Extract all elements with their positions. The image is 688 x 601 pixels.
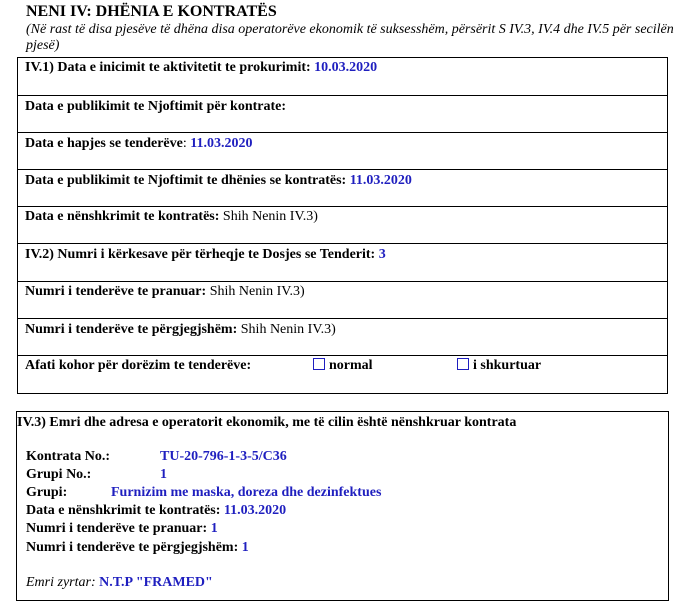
company-name-label: Emri zyrtar: [26, 575, 96, 590]
row-initiation-date [18, 58, 667, 96]
row-label: Data e nënshkrimit te kontratës: [25, 209, 220, 224]
section-note: (Në rast të disa pjesëve të dhëna disa operatorëve ekonomik të suksesshëm, përsërit S IV.3, IV.4 dhe IV.5 për secilën pjesë) [26, 22, 674, 53]
group-no-label: Grupi No.: [26, 467, 92, 482]
responsive-tenders-value: 1 [241, 540, 249, 555]
row-value: 10.03.2020 [314, 60, 378, 75]
section-4-3-title: IV.3) Emri dhe adresa e operatorit ekonomik, me të cilin është nënshkruar kontrata [17, 415, 517, 430]
option-label: i shkurtuar [473, 358, 542, 373]
row-accepted-tenders [18, 282, 667, 319]
row-label: IV.1) Data e inicimit te aktivitetit te prokurimit: [25, 60, 311, 75]
group-value: Furnizim me maska, doreza dhe dezinfektues [111, 485, 382, 500]
row-value: 3 [378, 247, 386, 262]
row-award-notice-date [18, 170, 667, 207]
row-dossier-requests [18, 244, 667, 282]
row-separator: : [182, 136, 187, 151]
row-value: 11.03.2020 [349, 173, 412, 188]
row-signing-date [18, 207, 667, 244]
option-short[interactable] [457, 358, 541, 374]
signing-date-value: 11.03.2020 [223, 503, 287, 518]
section-title: NENI IV: DHËNIA E KONTRATËS [26, 3, 277, 20]
row-label: Numri i tenderëve te pranuar: [25, 284, 207, 299]
option-normal[interactable] [313, 358, 373, 374]
contract-no-label: Kontrata No.: [26, 449, 110, 464]
accepted-tenders-label: Numri i tenderëve te pranuar: [26, 521, 208, 536]
row-value: Shih Nenin IV.3) [209, 284, 305, 299]
signing-date-label: Data e nënshkrimit te kontratës: [26, 503, 221, 518]
row-label: IV.2) Numri i kërkesave për tërheqje te Dosjes se Tenderit: [25, 247, 376, 262]
row-label: Afati kohor për dorëzim te tenderëve: [25, 358, 252, 373]
option-label: normal [329, 358, 373, 373]
row-deadline [18, 356, 667, 395]
row-value: 11.03.2020 [190, 136, 253, 151]
accepted-tenders [26, 521, 218, 537]
company-name-value: N.T.P "FRAMED" [99, 575, 213, 590]
row-label: Numri i tenderëve te përgjegjshëm: [25, 322, 238, 337]
responsive-tenders-label: Numri i tenderëve te përgjegjshëm: [26, 540, 239, 555]
accepted-tenders-value: 1 [210, 521, 218, 536]
checkbox-icon[interactable] [313, 358, 325, 370]
row-value: Shih Nenin IV.3) [222, 209, 318, 224]
signing-date [26, 503, 286, 519]
checkbox-icon[interactable] [457, 358, 469, 370]
row-opening-date [18, 133, 667, 170]
section-4-table [17, 57, 668, 394]
company-name [26, 575, 213, 591]
row-label: Data e publikimit te Njoftimit te dhënies se kontratës: [25, 173, 347, 188]
group-label: Grupi: [26, 485, 68, 500]
group-no-value: 1 [160, 467, 167, 482]
section-4-3-box [16, 411, 669, 601]
row-responsive-tenders [18, 319, 667, 356]
row-publication-notice [18, 96, 667, 133]
row-label: Data e hapjes se tenderëve [25, 136, 183, 151]
row-value: Shih Nenin IV.3) [240, 322, 336, 337]
contract-no-value: TU-20-796-1-3-5/C36 [160, 449, 287, 464]
row-label: Data e publikimit te Njoftimit për kontrate: [25, 99, 287, 114]
responsive-tenders [26, 540, 249, 556]
